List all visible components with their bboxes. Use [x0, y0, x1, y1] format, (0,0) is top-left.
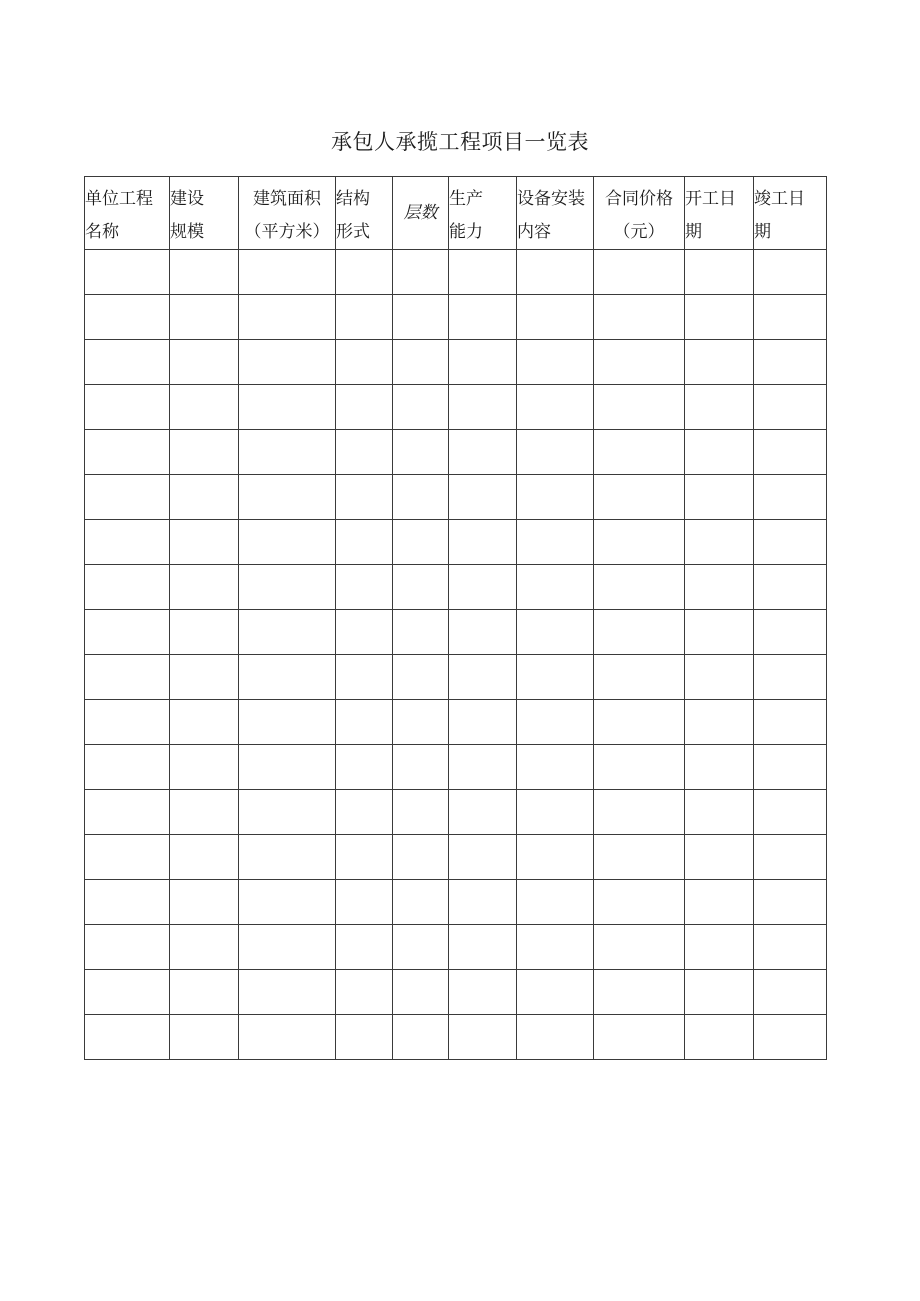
cell-production-capacity[interactable] [449, 790, 517, 835]
cell-unit-name[interactable] [85, 565, 170, 610]
cell-building-area[interactable] [239, 610, 336, 655]
cell-construction-scale[interactable] [170, 250, 239, 295]
cell-start-date[interactable] [685, 475, 754, 520]
cell-unit-name[interactable] [85, 385, 170, 430]
table-row [85, 295, 827, 340]
cell-structure-form[interactable] [336, 970, 393, 1015]
cell-contract-price[interactable] [594, 430, 685, 475]
cell-completion-date[interactable] [754, 295, 827, 340]
cell-equipment-installation[interactable] [517, 610, 594, 655]
cell-unit-name[interactable] [85, 295, 170, 340]
header-equipment-installation: 设备安装 内容 [517, 177, 594, 250]
cell-unit-name[interactable] [85, 655, 170, 700]
cell-start-date[interactable] [685, 970, 754, 1015]
header-completion-date: 竣工日 期 [754, 177, 827, 250]
cell-equipment-installation[interactable] [517, 295, 594, 340]
cell-structure-form[interactable] [336, 745, 393, 790]
cell-completion-date[interactable] [754, 520, 827, 565]
cell-building-area[interactable] [239, 565, 336, 610]
cell-floors[interactable] [393, 520, 449, 565]
cell-floors[interactable] [393, 880, 449, 925]
cell-structure-form[interactable] [336, 340, 393, 385]
cell-structure-form[interactable] [336, 880, 393, 925]
table-row [85, 610, 827, 655]
cell-contract-price[interactable] [594, 925, 685, 970]
cell-unit-name[interactable] [85, 880, 170, 925]
cell-production-capacity[interactable] [449, 565, 517, 610]
cell-building-area[interactable] [239, 1015, 336, 1060]
cell-floors[interactable] [393, 295, 449, 340]
table-row [85, 880, 827, 925]
cell-equipment-installation[interactable] [517, 1015, 594, 1060]
cell-structure-form[interactable] [336, 790, 393, 835]
cell-construction-scale[interactable] [170, 385, 239, 430]
cell-production-capacity[interactable] [449, 295, 517, 340]
cell-structure-form[interactable] [336, 925, 393, 970]
cell-construction-scale[interactable] [170, 340, 239, 385]
cell-building-area[interactable] [239, 880, 336, 925]
cell-contract-price[interactable] [594, 835, 685, 880]
cell-unit-name[interactable] [85, 925, 170, 970]
cell-structure-form[interactable] [336, 520, 393, 565]
table-row [85, 385, 827, 430]
cell-start-date[interactable] [685, 250, 754, 295]
cell-start-date[interactable] [685, 520, 754, 565]
cell-floors[interactable] [393, 700, 449, 745]
cell-structure-form[interactable] [336, 475, 393, 520]
cell-construction-scale[interactable] [170, 880, 239, 925]
cell-construction-scale[interactable] [170, 790, 239, 835]
cell-production-capacity[interactable] [449, 880, 517, 925]
cell-contract-price[interactable] [594, 565, 685, 610]
cell-equipment-installation[interactable] [517, 385, 594, 430]
cell-construction-scale[interactable] [170, 565, 239, 610]
cell-building-area[interactable] [239, 655, 336, 700]
cell-building-area[interactable] [239, 925, 336, 970]
cell-construction-scale[interactable] [170, 295, 239, 340]
cell-completion-date[interactable] [754, 475, 827, 520]
cell-unit-name[interactable] [85, 970, 170, 1015]
cell-contract-price[interactable] [594, 655, 685, 700]
header-floors: 层数 [393, 177, 449, 250]
cell-unit-name[interactable] [85, 745, 170, 790]
cell-completion-date[interactable] [754, 970, 827, 1015]
cell-contract-price[interactable] [594, 385, 685, 430]
header-production-capacity: 生产 能力 [449, 177, 517, 250]
cell-start-date[interactable] [685, 295, 754, 340]
cell-floors[interactable] [393, 385, 449, 430]
cell-production-capacity[interactable] [449, 610, 517, 655]
cell-start-date[interactable] [685, 700, 754, 745]
cell-unit-name[interactable] [85, 1015, 170, 1060]
header-start-date: 开工日 期 [685, 177, 754, 250]
table-row [85, 655, 827, 700]
cell-floors[interactable] [393, 1015, 449, 1060]
cell-contract-price[interactable] [594, 745, 685, 790]
cell-completion-date[interactable] [754, 745, 827, 790]
cell-equipment-installation[interactable] [517, 340, 594, 385]
cell-completion-date[interactable] [754, 925, 827, 970]
cell-completion-date[interactable] [754, 385, 827, 430]
cell-equipment-installation[interactable] [517, 700, 594, 745]
table-row [85, 475, 827, 520]
cell-structure-form[interactable] [336, 1015, 393, 1060]
cell-construction-scale[interactable] [170, 700, 239, 745]
cell-building-area[interactable] [239, 970, 336, 1015]
cell-equipment-installation[interactable] [517, 745, 594, 790]
table-body [85, 250, 827, 1060]
cell-completion-date[interactable] [754, 655, 827, 700]
cell-start-date[interactable] [685, 835, 754, 880]
cell-equipment-installation[interactable] [517, 835, 594, 880]
cell-building-area[interactable] [239, 385, 336, 430]
cell-production-capacity[interactable] [449, 475, 517, 520]
cell-floors[interactable] [393, 475, 449, 520]
cell-contract-price[interactable] [594, 970, 685, 1015]
cell-completion-date[interactable] [754, 340, 827, 385]
cell-equipment-installation[interactable] [517, 250, 594, 295]
cell-floors[interactable] [393, 655, 449, 700]
cell-start-date[interactable] [685, 745, 754, 790]
cell-start-date[interactable] [685, 1015, 754, 1060]
table-row [85, 430, 827, 475]
cell-start-date[interactable] [685, 565, 754, 610]
table-row [85, 340, 827, 385]
cell-start-date[interactable] [685, 655, 754, 700]
cell-production-capacity[interactable] [449, 970, 517, 1015]
cell-completion-date[interactable] [754, 565, 827, 610]
cell-building-area[interactable] [239, 250, 336, 295]
cell-production-capacity[interactable] [449, 250, 517, 295]
cell-equipment-installation[interactable] [517, 925, 594, 970]
cell-equipment-installation[interactable] [517, 430, 594, 475]
cell-completion-date[interactable] [754, 1015, 827, 1060]
table-row [85, 790, 827, 835]
cell-floors[interactable] [393, 250, 449, 295]
cell-floors[interactable] [393, 430, 449, 475]
cell-building-area[interactable] [239, 835, 336, 880]
cell-equipment-installation[interactable] [517, 790, 594, 835]
cell-floors[interactable] [393, 925, 449, 970]
table-row [85, 970, 827, 1015]
cell-building-area[interactable] [239, 700, 336, 745]
cell-building-area[interactable] [239, 475, 336, 520]
cell-building-area[interactable] [239, 745, 336, 790]
cell-equipment-installation[interactable] [517, 520, 594, 565]
cell-contract-price[interactable] [594, 520, 685, 565]
cell-structure-form[interactable] [336, 835, 393, 880]
cell-building-area[interactable] [239, 790, 336, 835]
table-row [85, 745, 827, 790]
cell-production-capacity[interactable] [449, 700, 517, 745]
cell-production-capacity[interactable] [449, 655, 517, 700]
cell-contract-price[interactable] [594, 700, 685, 745]
cell-structure-form[interactable] [336, 610, 393, 655]
cell-production-capacity[interactable] [449, 385, 517, 430]
cell-structure-form[interactable] [336, 655, 393, 700]
project-list-table [84, 176, 827, 1060]
cell-equipment-installation[interactable] [517, 475, 594, 520]
cell-production-capacity[interactable] [449, 1015, 517, 1060]
cell-equipment-installation[interactable] [517, 880, 594, 925]
cell-construction-scale[interactable] [170, 655, 239, 700]
cell-unit-name[interactable] [85, 340, 170, 385]
cell-building-area[interactable] [239, 520, 336, 565]
cell-start-date[interactable] [685, 430, 754, 475]
cell-floors[interactable] [393, 610, 449, 655]
cell-floors[interactable] [393, 340, 449, 385]
cell-floors[interactable] [393, 835, 449, 880]
cell-contract-price[interactable] [594, 295, 685, 340]
cell-contract-price[interactable] [594, 475, 685, 520]
cell-building-area[interactable] [239, 340, 336, 385]
cell-completion-date[interactable] [754, 610, 827, 655]
cell-unit-name[interactable] [85, 700, 170, 745]
cell-contract-price[interactable] [594, 610, 685, 655]
cell-contract-price[interactable] [594, 340, 685, 385]
cell-construction-scale[interactable] [170, 835, 239, 880]
cell-structure-form[interactable] [336, 430, 393, 475]
cell-unit-name[interactable] [85, 250, 170, 295]
cell-floors[interactable] [393, 970, 449, 1015]
cell-contract-price[interactable] [594, 1015, 685, 1060]
header-construction-scale: 建设 规模 [170, 177, 239, 250]
cell-construction-scale[interactable] [170, 970, 239, 1015]
table-row [85, 520, 827, 565]
page-title: 承包人承揽工程项目一览表 [331, 130, 589, 154]
header-row [85, 177, 827, 250]
cell-construction-scale[interactable] [170, 430, 239, 475]
cell-unit-name[interactable] [85, 430, 170, 475]
table-row [85, 925, 827, 970]
cell-start-date[interactable] [685, 790, 754, 835]
header-contract-price: 合同价格 （元） [594, 177, 685, 250]
cell-floors[interactable] [393, 565, 449, 610]
cell-construction-scale[interactable] [170, 475, 239, 520]
cell-completion-date[interactable] [754, 430, 827, 475]
cell-contract-price[interactable] [594, 790, 685, 835]
cell-production-capacity[interactable] [449, 520, 517, 565]
cell-construction-scale[interactable] [170, 1015, 239, 1060]
header-structure-form: 结构 形式 [336, 177, 393, 250]
cell-construction-scale[interactable] [170, 520, 239, 565]
cell-completion-date[interactable] [754, 700, 827, 745]
cell-start-date[interactable] [685, 610, 754, 655]
cell-completion-date[interactable] [754, 790, 827, 835]
cell-contract-price[interactable] [594, 250, 685, 295]
cell-unit-name[interactable] [85, 610, 170, 655]
cell-equipment-installation[interactable] [517, 655, 594, 700]
cell-production-capacity[interactable] [449, 745, 517, 790]
cell-floors[interactable] [393, 790, 449, 835]
table-row [85, 835, 827, 880]
cell-floors[interactable] [393, 745, 449, 790]
cell-structure-form[interactable] [336, 565, 393, 610]
header-unit-name: 单位工程 名称 [85, 177, 170, 250]
table-row [85, 1015, 827, 1060]
cell-unit-name[interactable] [85, 475, 170, 520]
cell-equipment-installation[interactable] [517, 565, 594, 610]
cell-production-capacity[interactable] [449, 925, 517, 970]
cell-building-area[interactable] [239, 430, 336, 475]
cell-building-area[interactable] [239, 295, 336, 340]
header-building-area: 建筑面积 （平方米） [239, 177, 336, 250]
cell-structure-form[interactable] [336, 385, 393, 430]
cell-start-date[interactable] [685, 385, 754, 430]
table-row [85, 250, 827, 295]
cell-production-capacity[interactable] [449, 835, 517, 880]
cell-unit-name[interactable] [85, 520, 170, 565]
table-row [85, 565, 827, 610]
cell-production-capacity[interactable] [449, 340, 517, 385]
cell-equipment-installation[interactable] [517, 970, 594, 1015]
cell-start-date[interactable] [685, 340, 754, 385]
cell-completion-date[interactable] [754, 880, 827, 925]
cell-completion-date[interactable] [754, 250, 827, 295]
cell-construction-scale[interactable] [170, 610, 239, 655]
cell-construction-scale[interactable] [170, 925, 239, 970]
cell-structure-form[interactable] [336, 250, 393, 295]
cell-contract-price[interactable] [594, 880, 685, 925]
cell-start-date[interactable] [685, 925, 754, 970]
cell-construction-scale[interactable] [170, 745, 239, 790]
cell-unit-name[interactable] [85, 790, 170, 835]
cell-unit-name[interactable] [85, 835, 170, 880]
cell-start-date[interactable] [685, 880, 754, 925]
table-row [85, 700, 827, 745]
cell-completion-date[interactable] [754, 835, 827, 880]
cell-structure-form[interactable] [336, 700, 393, 745]
cell-structure-form[interactable] [336, 295, 393, 340]
cell-production-capacity[interactable] [449, 430, 517, 475]
